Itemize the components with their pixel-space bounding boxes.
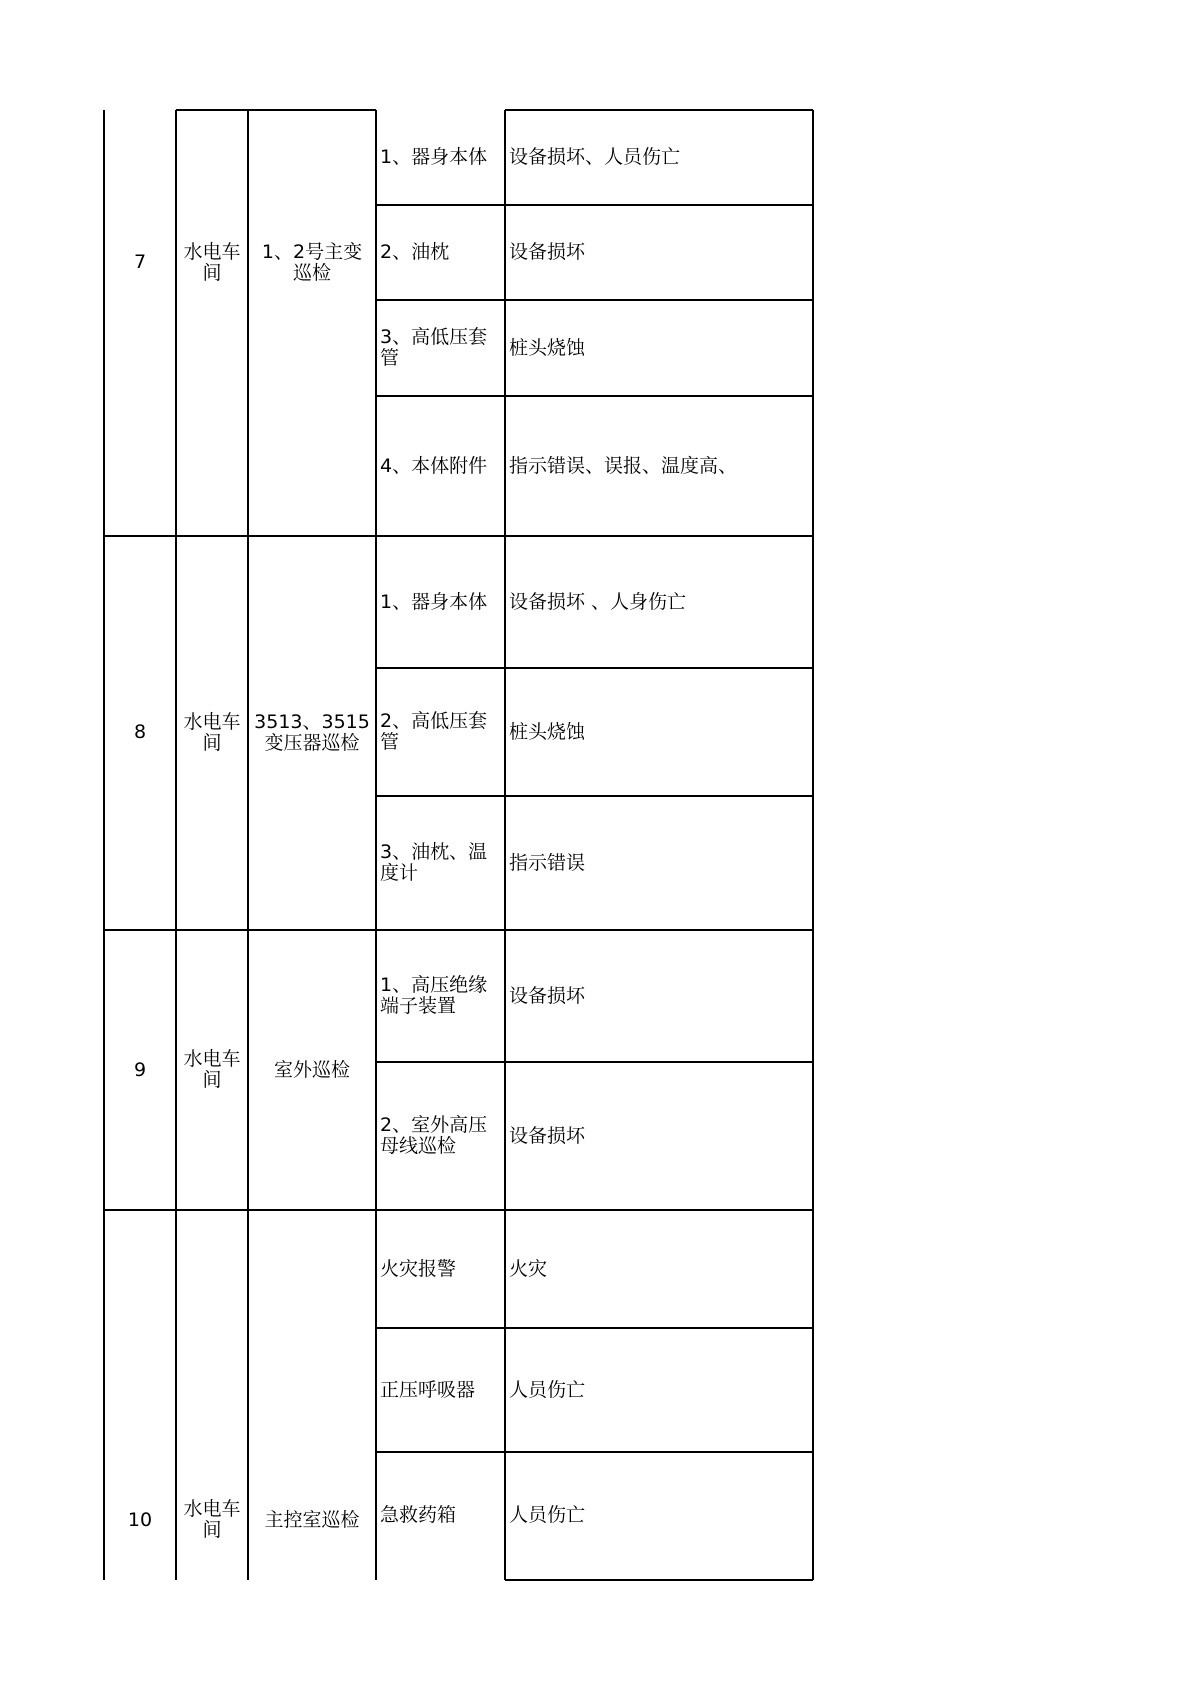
grid-line-horizontal	[505, 1579, 813, 1581]
risk-cell: 桩头烧蚀	[509, 336, 586, 359]
department-text: 水电车间	[183, 1048, 241, 1091]
risk-cell: 火灾	[509, 1257, 548, 1280]
risk-cell: 设备损坏、人员伤亡	[509, 146, 681, 168]
part-text: 火灾报警	[380, 1257, 457, 1280]
risk-cell: 人员伤亡	[509, 1378, 586, 1401]
part-cell	[376, 796, 505, 930]
task-cell	[248, 210, 376, 315]
risk-cell: 设备损坏	[509, 241, 586, 263]
task-cell	[248, 1020, 376, 1120]
part-cell	[376, 536, 505, 668]
part-text: 1、高压绝缘端子装置	[380, 974, 488, 1017]
task-text: 3513、3515变压器巡检	[254, 710, 370, 754]
part-text: 2、油枕	[380, 241, 450, 263]
part-text: 1、器身本体	[380, 590, 488, 613]
part-cell	[376, 396, 505, 536]
grid-line-vertical	[175, 110, 177, 1580]
part-cell	[376, 668, 505, 796]
grid-line-vertical	[247, 110, 249, 1580]
row-number: 8	[133, 721, 147, 743]
task-text: 1、2号主变巡检	[261, 240, 363, 284]
part-cell	[376, 1328, 505, 1452]
row-number: 9	[133, 1058, 147, 1081]
task-text: 主控室巡检	[264, 1508, 360, 1531]
risk-cell: 设备损坏	[509, 1124, 586, 1147]
part-cell	[376, 1210, 505, 1328]
task-cell	[248, 680, 376, 785]
grid-line-vertical	[103, 110, 105, 1580]
part-text: 2、高低压套管	[380, 710, 488, 753]
risk-cell: 设备损坏	[509, 984, 586, 1007]
task-cell	[248, 1470, 376, 1570]
part-cell	[376, 1452, 505, 1578]
task-text: 室外巡检	[273, 1058, 350, 1081]
row-number: 7	[133, 251, 147, 273]
part-text: 急救药箱	[380, 1503, 457, 1526]
part-cell	[376, 110, 505, 205]
risk-cell: 桩头烧蚀	[509, 720, 586, 743]
risk-cell: 指示错误、误报、温度高、	[509, 454, 738, 477]
department-cell	[176, 1470, 248, 1570]
grid-line-horizontal	[176, 109, 376, 111]
department-cell	[176, 680, 248, 785]
risk-cell: 设备损坏 、人身伤亡	[509, 590, 687, 613]
part-text: 4、本体附件	[380, 454, 488, 477]
risk-cell: 人员伤亡	[509, 1503, 586, 1526]
department-cell	[176, 210, 248, 315]
part-cell	[376, 930, 505, 1062]
department-cell	[176, 1020, 248, 1120]
part-cell	[376, 205, 505, 300]
part-cell	[376, 1062, 505, 1210]
part-text: 1、器身本体	[380, 146, 488, 168]
department-text: 水电车间	[183, 710, 241, 754]
department-text: 水电车间	[183, 1498, 241, 1541]
part-text: 2、室外高压母线巡检	[380, 1114, 488, 1157]
department-text: 水电车间	[183, 240, 241, 284]
part-cell	[376, 300, 505, 396]
part-text: 正压呼吸器	[380, 1378, 476, 1401]
part-text: 3、高低压套管	[380, 326, 488, 369]
risk-cell: 指示错误	[509, 851, 586, 874]
row-number: 10	[127, 1508, 153, 1531]
part-text: 3、油枕、温度计	[380, 841, 488, 884]
